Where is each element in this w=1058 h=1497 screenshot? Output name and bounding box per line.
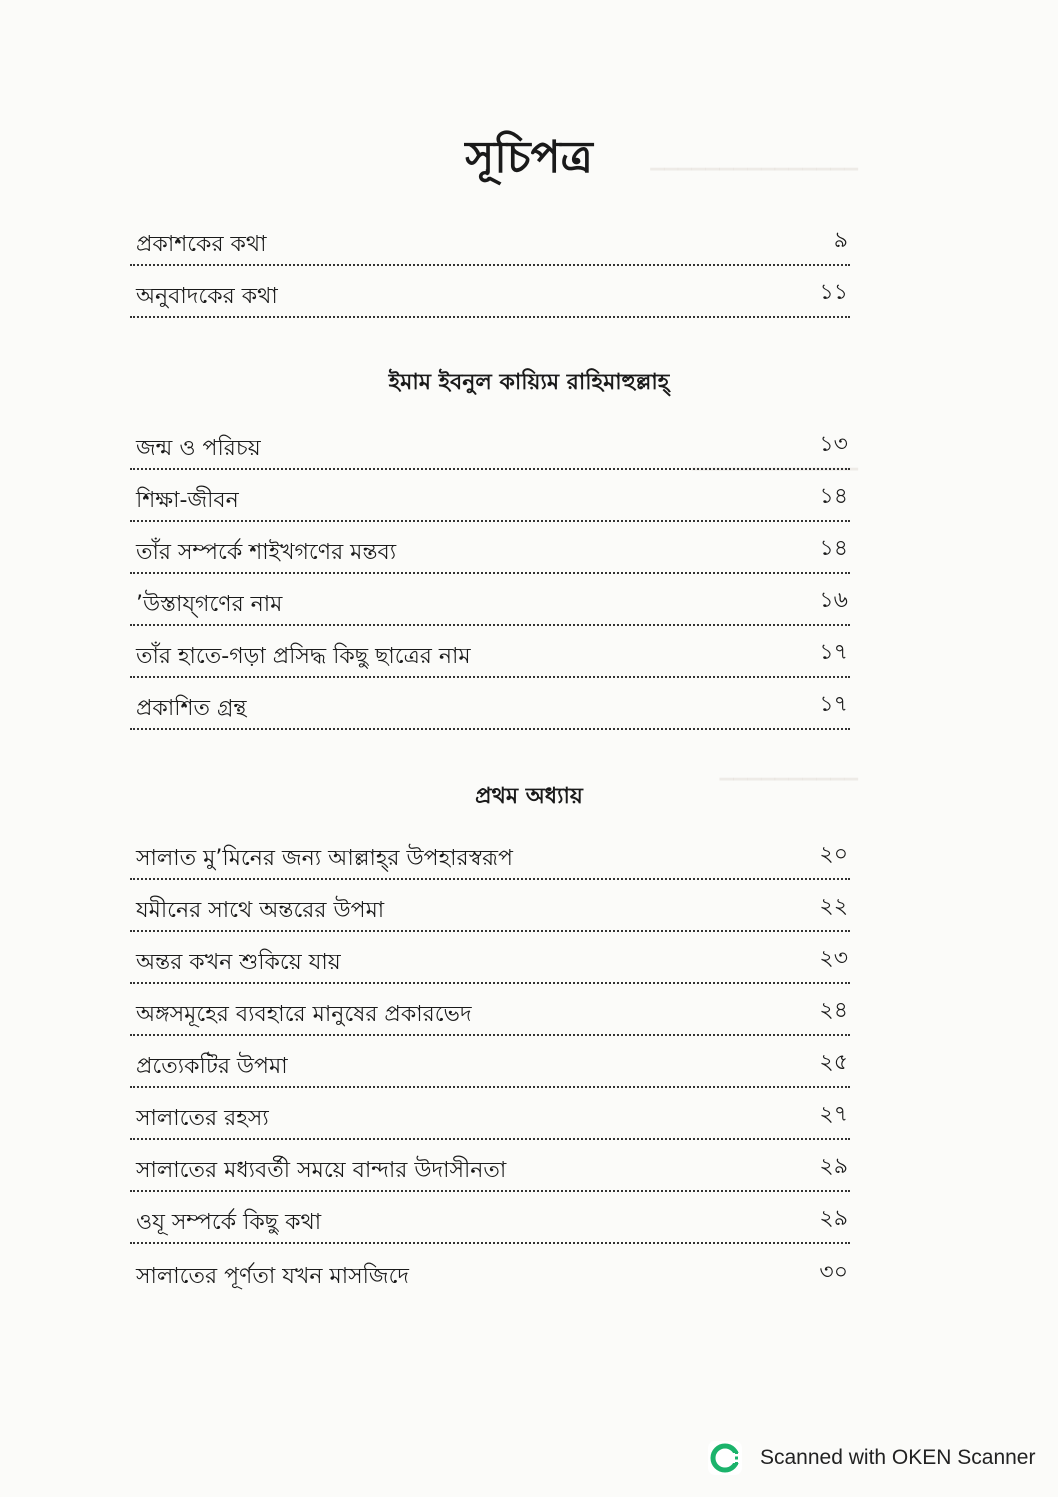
toc-entry-page: ৯ — [833, 228, 848, 253]
toc-entry — [130, 478, 850, 522]
oken-scanner-logo-icon — [708, 1441, 742, 1475]
toc-entry-page: ১৭ — [819, 692, 848, 717]
toc-entry-page: ১৪ — [819, 536, 848, 561]
toc-entry-title: যমীনের সাথে অন্তরের উপমা — [136, 898, 385, 923]
toc-entry — [130, 940, 850, 984]
toc-entry-page: ১৭ — [819, 640, 848, 665]
toc-entry — [130, 1200, 850, 1244]
toc-entry-title: ওযূ সম্পর্কে কিছু কথা — [136, 1210, 322, 1235]
toc-entry — [130, 888, 850, 932]
toc-entry — [130, 1096, 850, 1140]
toc-entry — [130, 992, 850, 1036]
toc-entry-title: সালাতের পূর্ণতা যখন মাসজিদে — [136, 1264, 409, 1289]
show-through-line: ▁▁▁▁▁▁▁▁▁▁▁▁▁▁▁ — [650, 150, 858, 171]
toc-entry-title: প্রকাশকের কথা — [136, 232, 267, 257]
toc-entry-title: প্রত্যেকটির উপমা — [136, 1054, 288, 1079]
toc-entry-page: ১৩ — [819, 432, 848, 457]
toc-entry — [130, 634, 850, 678]
toc-entry-title: অঙ্গসমূহের ব্যবহারে মানুষের প্রকারভেদ — [136, 1002, 472, 1027]
section-heading-chapter-one: প্রথম অধ্যায় — [475, 784, 583, 809]
toc-entry — [130, 1044, 850, 1088]
toc-entry-page: ২৯ — [819, 1154, 848, 1179]
scanner-watermark — [708, 1441, 1035, 1475]
toc-entry-page: ২৯ — [819, 1206, 848, 1231]
toc-entry-title: তাঁর সম্পর্কে শাইখগণের মন্তব্য — [136, 540, 397, 565]
toc-entry-title: জন্ম ও পরিচয় — [136, 436, 261, 461]
toc-entry-page: ২২ — [819, 894, 848, 919]
toc-entry-page: ১১ — [819, 280, 848, 305]
toc-entry-title: অনুবাদকের কথা — [136, 284, 278, 309]
toc-entry-title: ’উস্তায্‌গণের নাম — [136, 592, 283, 617]
toc-entry — [130, 274, 850, 318]
show-through-line: ▁▁▁▁▁▁▁▁▁▁ — [719, 760, 858, 781]
toc-entry — [130, 426, 850, 470]
toc-entry-page: ২৭ — [819, 1102, 848, 1127]
toc-entry — [130, 582, 850, 626]
page-title: সূচিপত্র — [465, 132, 593, 183]
toc-entry — [130, 1252, 850, 1296]
toc-entry-title: সালাত মু’মিনের জন্য আল্লাহ্‌র উপহারস্বরূপ — [136, 846, 513, 871]
toc-entry-page: ৩০ — [819, 1260, 848, 1285]
toc-entry-page: ১৪ — [819, 484, 848, 509]
toc-entry-title: শিক্ষা-জীবন — [136, 488, 239, 513]
section-heading-imam: ইমাম ইবনুল কায়্যিম রাহিমাহুল্লাহ্ — [388, 370, 670, 395]
toc-entry-page: ১৬ — [819, 588, 848, 613]
toc-entry — [130, 530, 850, 574]
toc-entry — [130, 1148, 850, 1192]
toc-entry-title: অন্তর কখন শুকিয়ে যায় — [136, 950, 341, 975]
toc-entry-page: ২০ — [819, 842, 848, 867]
toc-entry — [130, 222, 850, 266]
toc-entry-title: সালাতের রহস্য — [136, 1106, 269, 1131]
toc-entry-page: ২৫ — [819, 1050, 848, 1075]
toc-entry-page: ২৪ — [819, 998, 848, 1023]
toc-entry-page: ২৩ — [819, 946, 848, 971]
show-through-line: ▁▁▁▁▁▁▁▁▁▁▁▁ — [691, 450, 858, 471]
toc-entry — [130, 686, 850, 730]
toc-entry-title: তাঁর হাতে-গড়া প্রসিদ্ধ কিছু ছাত্রের নাম — [136, 644, 471, 669]
toc-entry-title: সালাতের মধ্যবর্তী সময়ে বান্দার উদাসীনতা — [136, 1158, 507, 1183]
toc-entry-title: প্রকাশিত গ্রন্থ — [136, 696, 247, 721]
toc-entry — [130, 836, 850, 880]
scanner-watermark-text: Scanned with OKEN Scanner — [760, 1446, 1036, 1469]
